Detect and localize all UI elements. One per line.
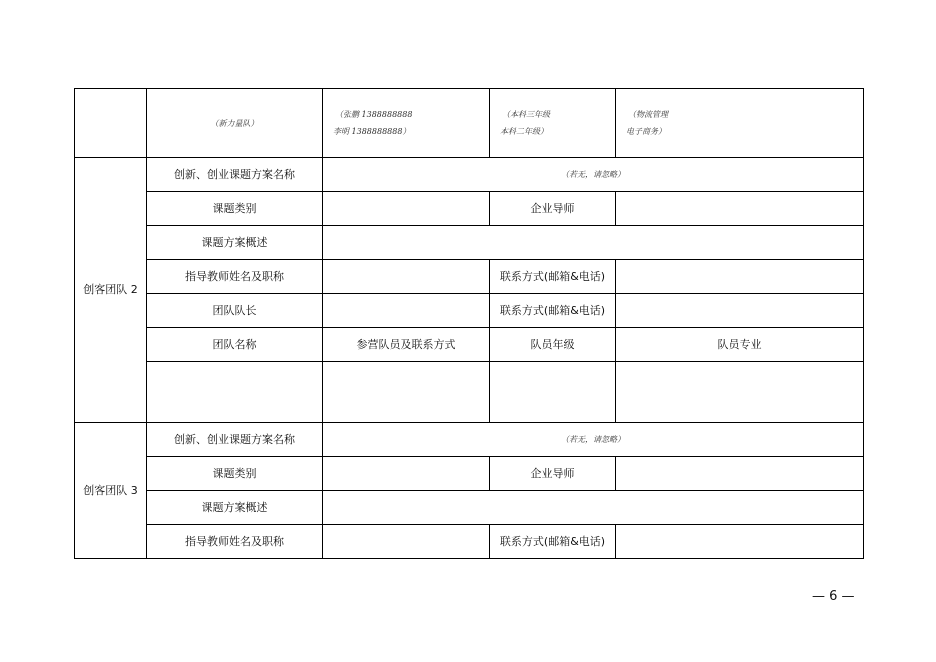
team2-leader-contact-label: 联系方式(邮箱&电话) — [490, 294, 616, 328]
team3-label: 创客团队 3 — [75, 423, 147, 559]
team3-category-label: 课题类别 — [147, 457, 323, 491]
major-hint-line1: （物流管理 — [628, 110, 668, 119]
team2-members-header: 参营队员及联系方式 — [323, 328, 490, 362]
team2-topic-name-label: 创新、创业课题方案名称 — [147, 158, 323, 192]
team3-topic-name-label: 创新、创业课题方案名称 — [147, 423, 323, 457]
members-hint-line2: 李明 1388888888） — [333, 127, 411, 136]
team2-members-field[interactable] — [323, 362, 490, 423]
team3-mentor-label: 企业导师 — [490, 457, 616, 491]
team3-teacher-field[interactable] — [323, 525, 490, 559]
team3-contact-label: 联系方式(邮箱&电话) — [490, 525, 616, 559]
team3-teacher-row — [75, 525, 864, 559]
team3-contact-field[interactable] — [616, 525, 864, 559]
major-hint-line2: 电子商务） — [626, 127, 666, 136]
team2-leader-row — [75, 294, 864, 328]
team2-topic-name-field[interactable] — [323, 158, 864, 192]
grade-hint-line2: 本科二年级） — [500, 127, 548, 136]
team2-leader-label: 团队队长 — [147, 294, 323, 328]
grade-hint-line1: （本科三年级 — [502, 110, 550, 119]
team2-category-field[interactable] — [323, 192, 490, 226]
team2-teacher-row — [75, 260, 864, 294]
team3-teacher-label: 指导教师姓名及职称 — [147, 525, 323, 559]
team2-contact-field[interactable] — [616, 260, 864, 294]
team2-topic-name-hint: （若无，请忽略） — [561, 170, 625, 179]
team2-member-entry-row — [75, 362, 864, 423]
team2-grade-field[interactable] — [490, 362, 616, 423]
team3-topic-row — [75, 423, 864, 457]
team3-mentor-field[interactable] — [616, 457, 864, 491]
team2-member-header-row — [75, 328, 864, 362]
team2-summary-row — [75, 226, 864, 260]
team2-category-row — [75, 192, 864, 226]
major-hint-cell[interactable] — [616, 89, 864, 158]
team2-topic-row — [75, 158, 864, 192]
team2-teacher-label: 指导教师姓名及职称 — [147, 260, 323, 294]
application-form-table — [74, 88, 864, 559]
team2-summary-field[interactable] — [323, 226, 864, 260]
team2-major-field[interactable] — [616, 362, 864, 423]
team2-major-header: 队员专业 — [616, 328, 864, 362]
team2-summary-label: 课题方案概述 — [147, 226, 323, 260]
team2-mentor-label: 企业导师 — [490, 192, 616, 226]
team3-category-field[interactable] — [323, 457, 490, 491]
team2-team-name-header: 团队名称 — [147, 328, 323, 362]
team2-mentor-field[interactable] — [616, 192, 864, 226]
page-number: — 6 — — [812, 589, 855, 604]
team3-summary-field[interactable] — [323, 491, 864, 525]
team2-leader-field[interactable] — [323, 294, 490, 328]
team2-contact-label: 联系方式(邮箱&电话) — [490, 260, 616, 294]
team2-leader-contact-field[interactable] — [616, 294, 864, 328]
grade-hint-cell[interactable] — [490, 89, 616, 158]
team2-grade-header: 队员年级 — [490, 328, 616, 362]
team2-teacher-field[interactable] — [323, 260, 490, 294]
team2-team-name-field[interactable] — [147, 362, 323, 423]
team3-topic-name-field[interactable] — [323, 423, 864, 457]
team3-summary-row — [75, 491, 864, 525]
team-name-hint-cell[interactable] — [147, 89, 323, 158]
example-row — [75, 89, 864, 158]
team3-summary-label: 课题方案概述 — [147, 491, 323, 525]
members-hint-cell[interactable] — [323, 89, 490, 158]
team-name-hint: （新力量队） — [210, 118, 259, 128]
members-hint-line1: （张鹏 1388888888 — [335, 110, 413, 119]
team2-category-label: 课题类别 — [147, 192, 323, 226]
team3-category-row — [75, 457, 864, 491]
team2-label: 创客团队 2 — [75, 158, 147, 423]
empty-cell — [75, 89, 147, 158]
team3-topic-name-hint: （若无，请忽略） — [561, 435, 625, 444]
